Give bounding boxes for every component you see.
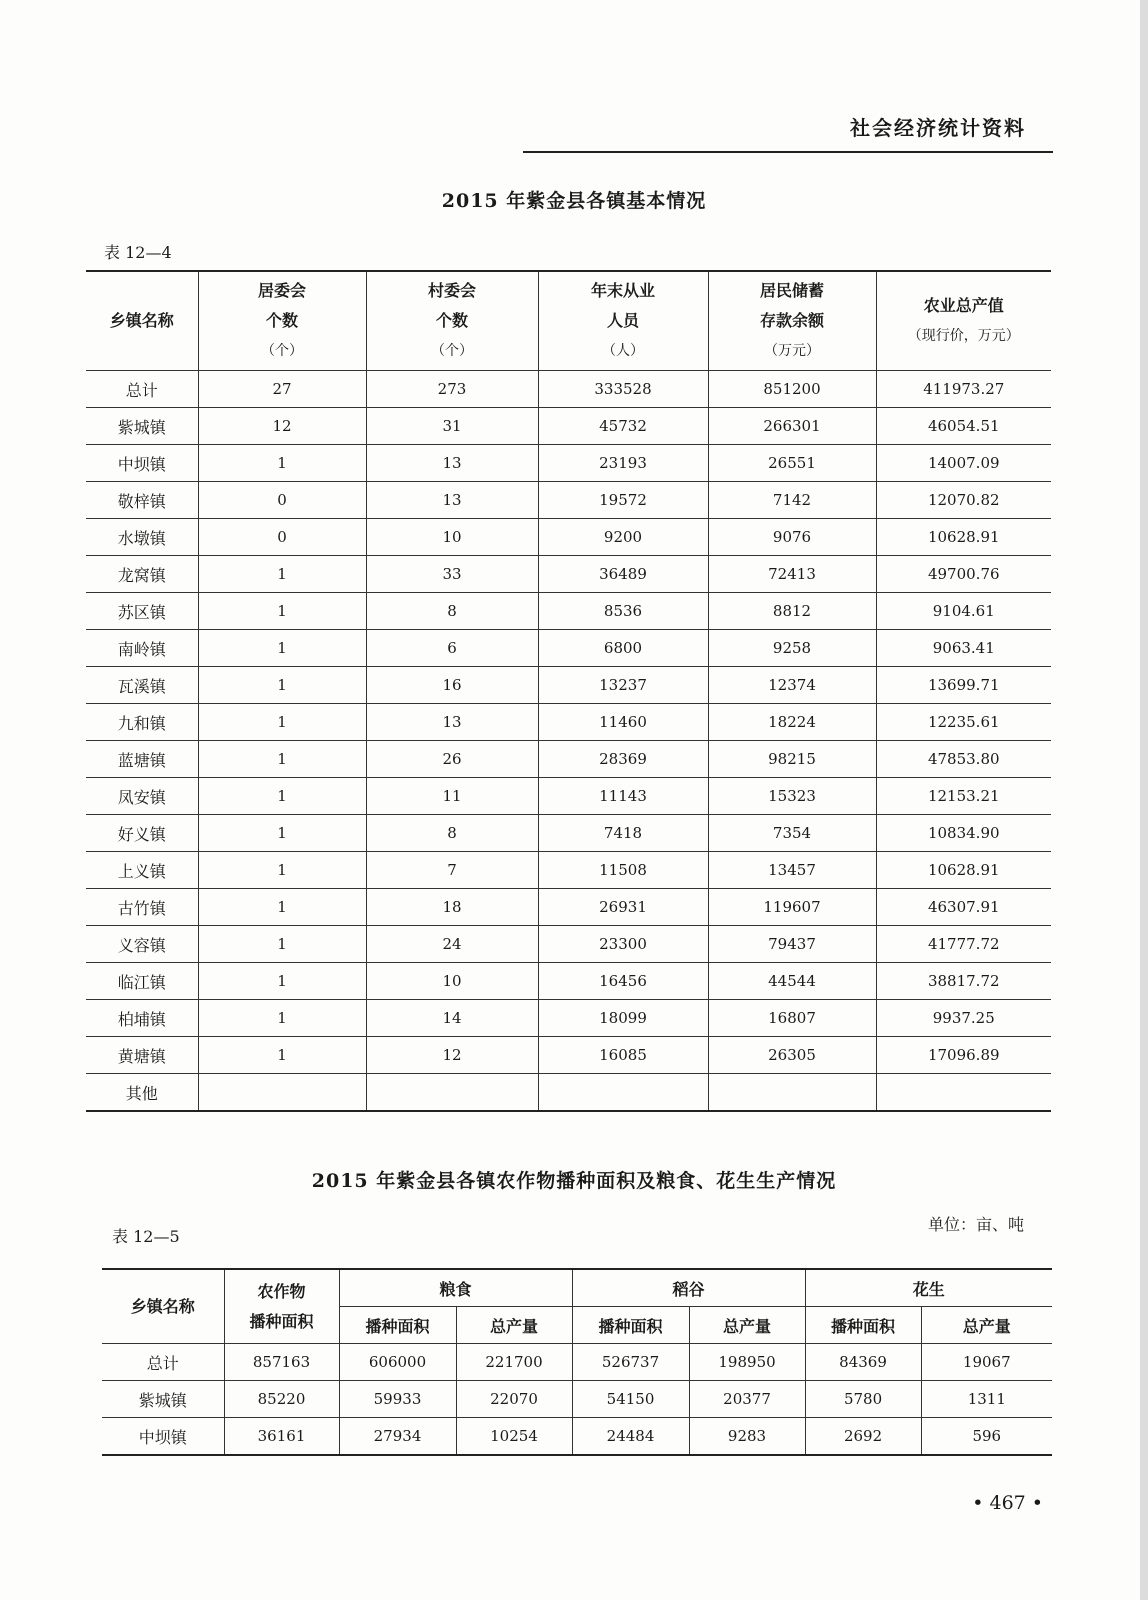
value-cell: 79437 xyxy=(708,926,876,963)
value-cell: 47853.80 xyxy=(876,741,1051,778)
town-name-cell: 义容镇 xyxy=(86,926,198,963)
table2-title: 2015 年紫金县各镇农作物播种面积及粮食、花生生产情况 xyxy=(311,1170,837,1192)
table1-header-cell: 居委会 个数 （个） xyxy=(198,271,366,371)
table1-header-cell: 村委会 个数 （个） xyxy=(366,271,538,371)
value-cell: 11143 xyxy=(538,778,708,815)
page-edge xyxy=(1140,0,1148,1600)
town-name-cell: 水墩镇 xyxy=(86,519,198,556)
town-name-cell: 紫城镇 xyxy=(86,408,198,445)
value-cell: 44544 xyxy=(708,963,876,1000)
value-cell: 16807 xyxy=(708,1000,876,1037)
table2-subheader-output: 总产量 xyxy=(689,1307,805,1344)
value-cell: 9258 xyxy=(708,630,876,667)
value-cell: 19067 xyxy=(921,1344,1052,1381)
value-cell: 9104.61 xyxy=(876,593,1051,630)
value-cell xyxy=(538,1074,708,1112)
value-cell: 526737 xyxy=(572,1344,689,1381)
value-cell: 9937.25 xyxy=(876,1000,1051,1037)
value-cell: 36489 xyxy=(538,556,708,593)
value-cell: 1 xyxy=(198,630,366,667)
value-cell: 1 xyxy=(198,926,366,963)
table-row xyxy=(86,963,1051,1000)
value-cell: 1 xyxy=(198,556,366,593)
value-cell: 7142 xyxy=(708,482,876,519)
table-row xyxy=(86,926,1051,963)
value-cell: 198950 xyxy=(689,1344,805,1381)
table1-header-cell: 年末从业 人员 （人） xyxy=(538,271,708,371)
value-cell: 7354 xyxy=(708,815,876,852)
value-cell: 18224 xyxy=(708,704,876,741)
running-header: 社会经济统计资料 xyxy=(850,116,1026,140)
town-name-cell: 九和镇 xyxy=(86,704,198,741)
value-cell: 606000 xyxy=(339,1344,456,1381)
table-row xyxy=(86,704,1051,741)
town-name-cell: 柏埔镇 xyxy=(86,1000,198,1037)
town-basic-table xyxy=(86,270,1051,1112)
town-name-cell: 龙窝镇 xyxy=(86,556,198,593)
value-cell: 9283 xyxy=(689,1418,805,1456)
table-row xyxy=(86,741,1051,778)
value-cell: 12235.61 xyxy=(876,704,1051,741)
table2-header-rice: 稻谷 xyxy=(572,1269,805,1307)
value-cell: 1 xyxy=(198,778,366,815)
value-cell: 10628.91 xyxy=(876,519,1051,556)
value-cell: 24484 xyxy=(572,1418,689,1456)
value-cell: 411973.27 xyxy=(876,371,1051,408)
value-cell: 8812 xyxy=(708,593,876,630)
value-cell: 11460 xyxy=(538,704,708,741)
value-cell: 9076 xyxy=(708,519,876,556)
value-cell: 14007.09 xyxy=(876,445,1051,482)
table-row xyxy=(86,1037,1051,1074)
table-row xyxy=(86,1074,1051,1112)
table-row xyxy=(86,519,1051,556)
value-cell: 22070 xyxy=(456,1381,572,1418)
table2-subheader-area: 播种面积 xyxy=(572,1307,689,1344)
value-cell: 12153.21 xyxy=(876,778,1051,815)
value-cell: 9063.41 xyxy=(876,630,1051,667)
town-name-cell: 黄塘镇 xyxy=(86,1037,198,1074)
town-name-cell: 蓝塘镇 xyxy=(86,741,198,778)
value-cell: 11 xyxy=(366,778,538,815)
value-cell: 596 xyxy=(921,1418,1052,1456)
value-cell: 28369 xyxy=(538,741,708,778)
table2-header-name: 乡镇名称 xyxy=(102,1269,224,1344)
value-cell: 119607 xyxy=(708,889,876,926)
value-cell: 26305 xyxy=(708,1037,876,1074)
table2-label: 表 12—5 xyxy=(112,1227,180,1246)
town-name-cell: 凤安镇 xyxy=(86,778,198,815)
town-name-cell: 中坝镇 xyxy=(86,445,198,482)
value-cell: 221700 xyxy=(456,1344,572,1381)
value-cell xyxy=(198,1074,366,1112)
value-cell: 14 xyxy=(366,1000,538,1037)
town-name-cell: 苏区镇 xyxy=(86,593,198,630)
table-row xyxy=(86,371,1051,408)
town-name-cell: 总计 xyxy=(102,1344,224,1381)
value-cell: 17096.89 xyxy=(876,1037,1051,1074)
value-cell: 31 xyxy=(366,408,538,445)
value-cell: 10 xyxy=(366,519,538,556)
value-cell: 26 xyxy=(366,741,538,778)
value-cell: 11508 xyxy=(538,852,708,889)
value-cell: 98215 xyxy=(708,741,876,778)
table-row xyxy=(102,1418,1052,1456)
table-row xyxy=(102,1381,1052,1418)
value-cell: 1311 xyxy=(921,1381,1052,1418)
value-cell: 18099 xyxy=(538,1000,708,1037)
value-cell: 12 xyxy=(366,1037,538,1074)
table-row xyxy=(86,408,1051,445)
table1-title: 2015 年紫金县各镇基本情况 xyxy=(441,190,707,212)
town-name-cell: 瓦溪镇 xyxy=(86,667,198,704)
value-cell: 18 xyxy=(366,889,538,926)
town-name-cell: 南岭镇 xyxy=(86,630,198,667)
table-row xyxy=(86,1000,1051,1037)
value-cell: 16 xyxy=(366,667,538,704)
value-cell: 13237 xyxy=(538,667,708,704)
table2-unit: 单位：亩、吨 xyxy=(927,1215,1024,1234)
table2-subheader-output: 总产量 xyxy=(456,1307,572,1344)
table1-header-row xyxy=(86,271,1051,371)
town-name-cell: 好义镇 xyxy=(86,815,198,852)
value-cell: 1 xyxy=(198,889,366,926)
value-cell: 2692 xyxy=(805,1418,921,1456)
value-cell: 23193 xyxy=(538,445,708,482)
value-cell: 12070.82 xyxy=(876,482,1051,519)
value-cell: 333528 xyxy=(538,371,708,408)
value-cell: 27 xyxy=(198,371,366,408)
value-cell: 26931 xyxy=(538,889,708,926)
value-cell: 1 xyxy=(198,667,366,704)
value-cell: 13 xyxy=(366,482,538,519)
value-cell: 20377 xyxy=(689,1381,805,1418)
header-rule xyxy=(523,151,1053,153)
value-cell: 851200 xyxy=(708,371,876,408)
value-cell: 16085 xyxy=(538,1037,708,1074)
value-cell: 38817.72 xyxy=(876,963,1051,1000)
table2-subheader-output: 总产量 xyxy=(921,1307,1052,1344)
value-cell: 6 xyxy=(366,630,538,667)
value-cell: 72413 xyxy=(708,556,876,593)
town-name-cell: 中坝镇 xyxy=(102,1418,224,1456)
value-cell: 33 xyxy=(366,556,538,593)
table-row xyxy=(86,630,1051,667)
table-row xyxy=(86,556,1051,593)
value-cell: 10 xyxy=(366,963,538,1000)
value-cell: 24 xyxy=(366,926,538,963)
value-cell: 36161 xyxy=(224,1418,339,1456)
table1-header-cell: 农业总产值 （现行价，万元） xyxy=(876,271,1051,371)
town-name-cell: 其他 xyxy=(86,1074,198,1112)
value-cell: 0 xyxy=(198,482,366,519)
value-cell: 857163 xyxy=(224,1344,339,1381)
value-cell: 7 xyxy=(366,852,538,889)
table2-header-peanut: 花生 xyxy=(805,1269,1052,1307)
value-cell: 1 xyxy=(198,852,366,889)
value-cell: 13699.71 xyxy=(876,667,1051,704)
value-cell: 0 xyxy=(198,519,366,556)
table1-label: 表 12—4 xyxy=(104,243,172,262)
value-cell: 46054.51 xyxy=(876,408,1051,445)
table-row xyxy=(86,852,1051,889)
value-cell: 8536 xyxy=(538,593,708,630)
table-row xyxy=(86,593,1051,630)
value-cell: 1 xyxy=(198,1000,366,1037)
table-row xyxy=(86,445,1051,482)
value-cell: 6800 xyxy=(538,630,708,667)
value-cell: 19572 xyxy=(538,482,708,519)
value-cell: 23300 xyxy=(538,926,708,963)
town-name-cell: 古竹镇 xyxy=(86,889,198,926)
value-cell: 46307.91 xyxy=(876,889,1051,926)
value-cell: 5780 xyxy=(805,1381,921,1418)
value-cell xyxy=(366,1074,538,1112)
value-cell: 8 xyxy=(366,593,538,630)
value-cell: 266301 xyxy=(708,408,876,445)
table1-header-cell: 居民储蓄 存款余额 （万元） xyxy=(708,271,876,371)
table-row xyxy=(102,1344,1052,1381)
town-name-cell: 临江镇 xyxy=(86,963,198,1000)
value-cell: 12 xyxy=(198,408,366,445)
table2-subheader-area: 播种面积 xyxy=(805,1307,921,1344)
value-cell: 13 xyxy=(366,704,538,741)
town-name-cell: 敬梓镇 xyxy=(86,482,198,519)
table-row xyxy=(86,889,1051,926)
table-row xyxy=(86,667,1051,704)
value-cell: 8 xyxy=(366,815,538,852)
crop-production-table xyxy=(102,1268,1052,1456)
page-number: • 467 • xyxy=(972,1492,1043,1514)
value-cell: 13457 xyxy=(708,852,876,889)
value-cell: 1 xyxy=(198,741,366,778)
table1-header-cell: 乡镇名称 xyxy=(86,271,198,371)
value-cell: 10254 xyxy=(456,1418,572,1456)
value-cell: 1 xyxy=(198,815,366,852)
value-cell xyxy=(708,1074,876,1112)
table2-subheader-area: 播种面积 xyxy=(339,1307,456,1344)
value-cell: 59933 xyxy=(339,1381,456,1418)
value-cell: 41777.72 xyxy=(876,926,1051,963)
table2-header-crop-area: 农作物 播种面积 xyxy=(224,1269,339,1344)
table-row xyxy=(86,482,1051,519)
table-row xyxy=(86,815,1051,852)
table-row xyxy=(86,778,1051,815)
value-cell: 26551 xyxy=(708,445,876,482)
value-cell: 1 xyxy=(198,704,366,741)
value-cell: 13 xyxy=(366,445,538,482)
value-cell: 16456 xyxy=(538,963,708,1000)
value-cell: 15323 xyxy=(708,778,876,815)
value-cell: 7418 xyxy=(538,815,708,852)
value-cell: 1 xyxy=(198,1037,366,1074)
value-cell: 27934 xyxy=(339,1418,456,1456)
value-cell: 273 xyxy=(366,371,538,408)
value-cell: 49700.76 xyxy=(876,556,1051,593)
town-name-cell: 紫城镇 xyxy=(102,1381,224,1418)
value-cell: 1 xyxy=(198,593,366,630)
town-name-cell: 上义镇 xyxy=(86,852,198,889)
town-name-cell: 总计 xyxy=(86,371,198,408)
value-cell: 1 xyxy=(198,445,366,482)
table2-header-grain: 粮食 xyxy=(339,1269,572,1307)
value-cell: 9200 xyxy=(538,519,708,556)
value-cell: 45732 xyxy=(538,408,708,445)
value-cell: 12374 xyxy=(708,667,876,704)
value-cell: 54150 xyxy=(572,1381,689,1418)
value-cell: 84369 xyxy=(805,1344,921,1381)
value-cell xyxy=(876,1074,1051,1112)
value-cell: 10628.91 xyxy=(876,852,1051,889)
value-cell: 10834.90 xyxy=(876,815,1051,852)
value-cell: 1 xyxy=(198,963,366,1000)
value-cell: 85220 xyxy=(224,1381,339,1418)
